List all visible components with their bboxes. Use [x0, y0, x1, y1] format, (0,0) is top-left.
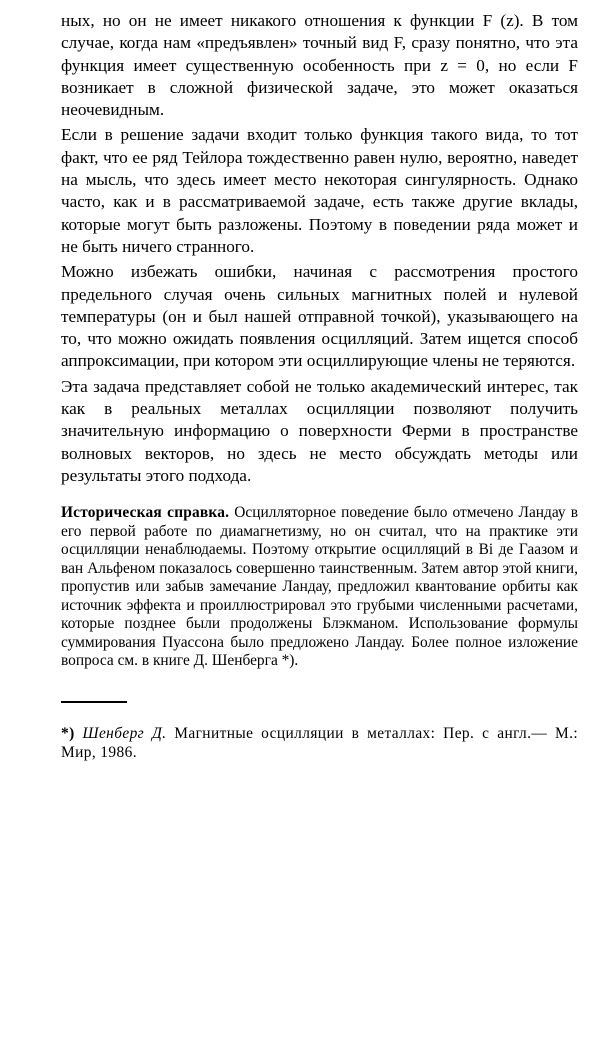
historical-note-title: Историческая справка.: [61, 504, 230, 522]
footnote-mark: *): [61, 724, 75, 742]
paragraph-2: Если в решение задачи входит только функция такого вида, то тот факт, что ее ряд Тейлора тождественно равен нулю, вероятно, наведет на мысль, что здесь имеет место некоторая сингулярность. Однако часто, как и в рассматриваемой задаче, есть также другие вклады, которые могут быть разложены. Поэтому в поведении ряда может и не быть ничего странного.: [61, 125, 578, 256]
footnote-author: Шенберг Д.: [82, 724, 167, 742]
historical-note-text: Осцилляторное поведение было отмечено Ландау в его первой работе по диамагнетизму, но он считал, что на практике эти осцилляции ненаблюдаемы. Поэтому открытие осцилляций в Bi де Гаазом и ван Альфеном показалось совершенно таинственным. Затем автор этой книги, пропустив или забыв замечание Ландау, предложил квантование орбиты как источник эффекта и проиллюстрировал это грубыми численными расчетами, которые позднее были продолжены Блэкманом. Использование формулы суммирования Пуассона было предложено Ландау. Более полное изложение вопроса см. в книге Д. Шенберга *).: [61, 504, 578, 670]
footnote-divider: [61, 701, 127, 703]
footnote: [61, 724, 578, 762]
main-text: [61, 10, 578, 487]
paragraph-4: Эта задача представляет собой не только академический интерес, так как в реальных металлах осцилляции позволяют получить значительную информацию о поверхности Ферми в пространстве волновых векторов, но здесь не место обсуждать методы или результаты этого подхода.: [61, 376, 578, 485]
footnote-text: Магнитные осцилляции в металлах: Пер. с англ.— М.: Мир, 1986.: [61, 724, 579, 761]
book-page: [61, 10, 578, 762]
historical-note: [61, 504, 578, 671]
paragraph-3: Можно избежать ошибки, начиная с рассмотрения простого предельного случая очень сильных магнитных полей и нулевой температуры (он и был нашей отправной точкой), указывающего на то, что можно ожидать появления осцилляций. Затем ищется способ аппроксимации, при котором эти осциллирующие члены не теряются.: [61, 262, 578, 371]
paragraph-1: ных, но он не имеет никакого отношения к функции F (z). В том случае, когда нам «предъявлен» точный вид F, сразу понятно, что эта функция имеет существенную особенность при z = 0, но если F возникает в сложной физической задаче, это может оказаться неочевидным.: [61, 11, 578, 120]
